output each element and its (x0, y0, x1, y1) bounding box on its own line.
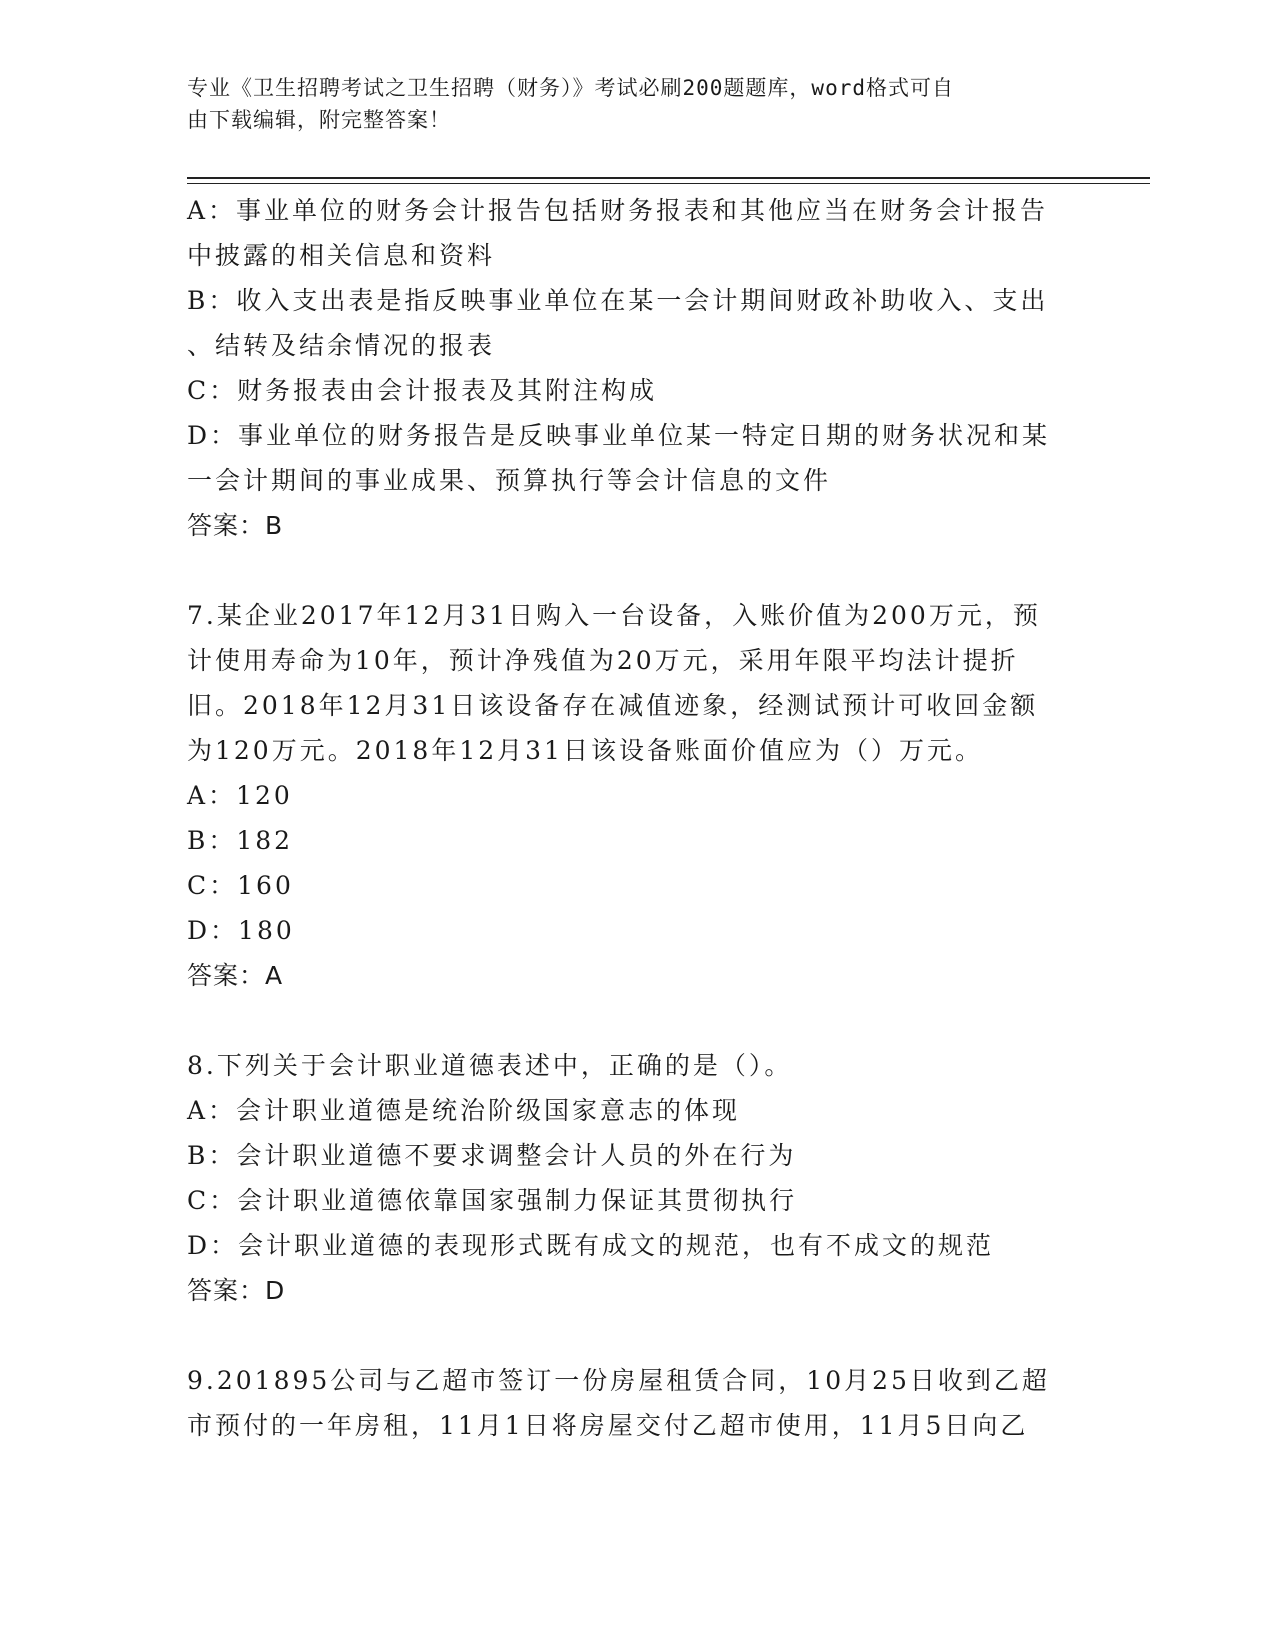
q6-option-d-line2: 一会计期间的事业成果、预算执行等会计信息的文件 (187, 466, 832, 495)
q6-answer: 答案：B (187, 511, 284, 540)
q7-option-a: A：120 (187, 781, 293, 810)
header-rule-thin (187, 183, 1150, 184)
q6-option-b-line2: 、结转及结余情况的报表 (187, 331, 496, 360)
q7-option-c: C：160 (187, 871, 294, 900)
q8-option-b: B：会计职业道德不要求调整会计人员的外在行为 (187, 1141, 797, 1170)
spacer (187, 1313, 1067, 1358)
q7-stem-line3: 旧。2018年12月31日该设备存在减值迹象，经测试预计可收回金额 (187, 691, 1039, 720)
q8-option-c: C：会计职业道德依靠国家强制力保证其贯彻执行 (187, 1186, 798, 1215)
question-8-block (187, 1043, 1067, 1313)
q7-stem-line2: 计使用寿命为10年，预计净残值为20万元，采用年限平均法计提折 (187, 646, 1019, 675)
question-6-block (187, 188, 1067, 548)
q6-option-d-line1: D：事业单位的财务报告是反映事业单位某一特定日期的财务状况和某 (187, 421, 1051, 450)
q9-stem-line1: 9.201895公司与乙超市签订一份房屋租赁合同，10月25日收到乙超 (187, 1366, 1050, 1395)
document-header (187, 72, 1067, 136)
question-9-block (187, 1358, 1067, 1448)
q8-option-d: D：会计职业道德的表现形式既有成文的规范，也有不成文的规范 (187, 1231, 995, 1260)
q7-option-b: B：182 (187, 826, 294, 855)
q7-answer: 答案：A (187, 961, 284, 990)
spacer (187, 548, 1067, 593)
q7-stem-line4: 为120万元。2018年12月31日该设备账面价值应为（）万元。 (187, 736, 983, 765)
header-line-1: 专业《卫生招聘考试之卫生招聘（财务）》考试必刷200题题库，word格式可自 (187, 76, 954, 100)
q7-stem-line1: 7.某企业2017年12月31日购入一台设备，入账价值为200万元，预 (187, 601, 1041, 630)
spacer (187, 998, 1067, 1043)
q6-option-a-line1: A：事业单位的财务会计报告包括财务报表和其他应当在财务会计报告 (187, 196, 1049, 225)
question-list (187, 188, 1067, 1448)
q7-option-d: D：180 (187, 916, 295, 945)
header-line-2: 由下载编辑，附完整答案！ (187, 108, 451, 132)
q8-stem: 8.下列关于会计职业道德表述中，正确的是（）。 (187, 1051, 793, 1080)
q6-option-c: C：财务报表由会计报表及其附注构成 (187, 376, 658, 405)
question-7-block (187, 593, 1067, 998)
q9-stem-line2: 市预付的一年房租，11月1日将房屋交付乙超市使用，11月5日向乙 (187, 1411, 1029, 1440)
q8-answer: 答案：D (187, 1276, 286, 1305)
q8-option-a: A：会计职业道德是统治阶级国家意志的体现 (187, 1096, 741, 1125)
q6-option-b-line1: B：收入支出表是指反映事业单位在某一会计期间财政补助收入、支出 (187, 286, 1049, 315)
header-rule-thick (187, 177, 1150, 179)
q6-option-a-line2: 中披露的相关信息和资料 (187, 241, 496, 270)
